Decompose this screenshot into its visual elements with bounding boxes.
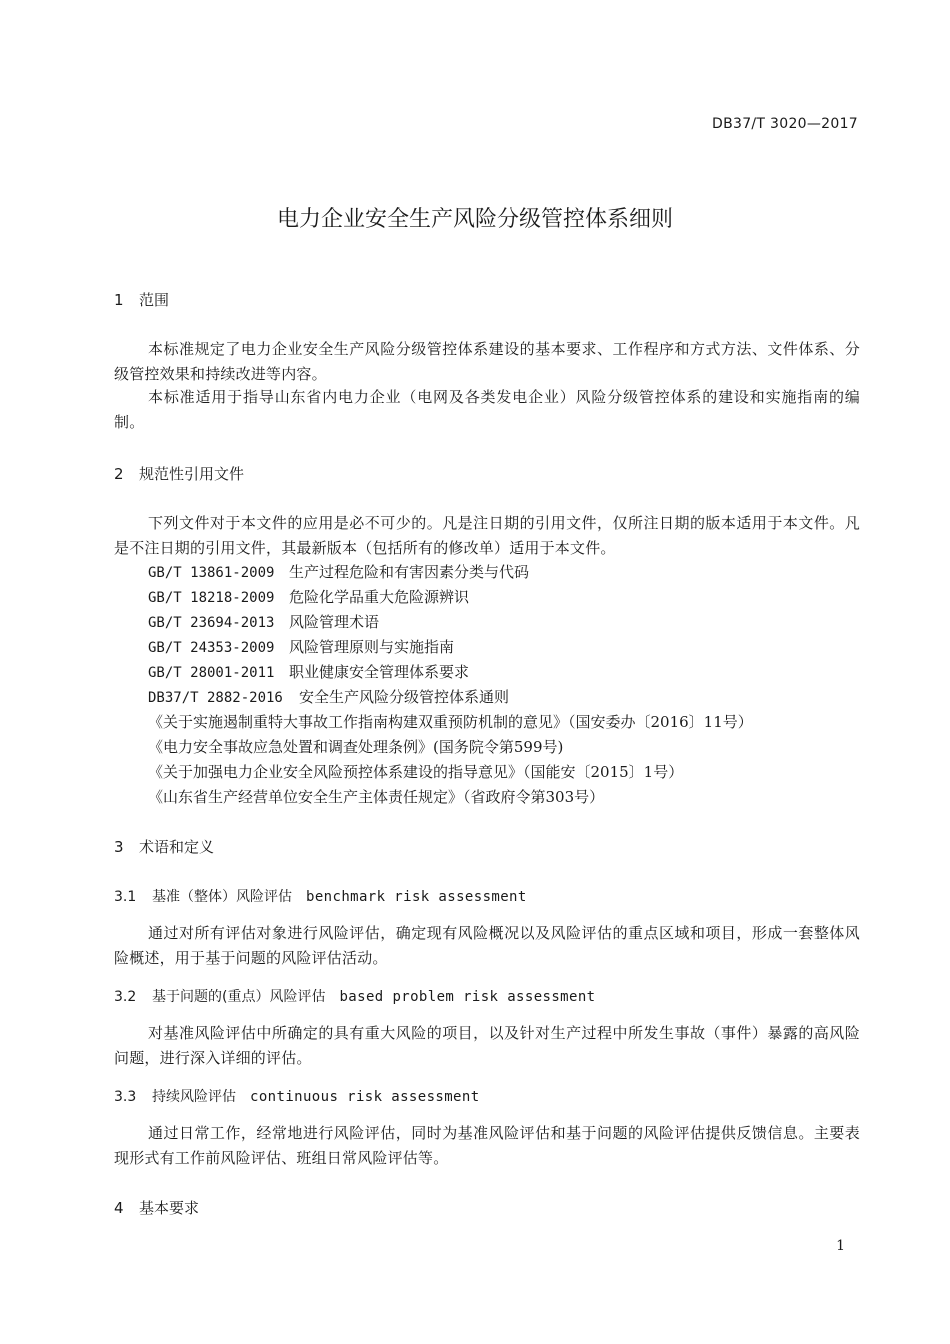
reference-item bbox=[148, 686, 509, 707]
reference-code: GB/T 23694-2013 bbox=[148, 615, 275, 631]
page-number: 1 bbox=[836, 1238, 845, 1254]
term-chinese: 基准（整体）风险评估 bbox=[152, 889, 292, 905]
section-number: 4 bbox=[114, 1199, 124, 1217]
reference-code: GB/T 18218-2009 bbox=[148, 590, 275, 606]
section-number: 1 bbox=[114, 291, 124, 309]
reference-title: 风险管理术语 bbox=[289, 613, 380, 631]
term-chinese: 基于问题的(重点）风险评估 bbox=[152, 989, 326, 1005]
term-number: 3.3 bbox=[114, 1089, 137, 1105]
reference-code: GB/T 13861-2009 bbox=[148, 565, 275, 581]
section-1-heading bbox=[114, 289, 169, 310]
term-heading bbox=[114, 986, 596, 1006]
term-english: based problem risk assessment bbox=[339, 989, 596, 1005]
reference-item bbox=[148, 586, 469, 607]
reference-document: 《关于实施遏制重特大事故工作指南构建双重预防机制的意见》（国安委办〔2016〕11号） bbox=[148, 713, 753, 731]
section-4-heading bbox=[114, 1197, 199, 1218]
reference-item bbox=[148, 661, 469, 682]
section-title: 术语和定义 bbox=[139, 838, 215, 856]
term-chinese: 持续风险评估 bbox=[152, 1089, 236, 1105]
reference-item bbox=[148, 611, 379, 632]
section-title: 范围 bbox=[139, 291, 170, 309]
term-number: 3.1 bbox=[114, 889, 137, 905]
reference-item bbox=[148, 561, 529, 582]
term-definition: 对基准风险评估中所确定的具有重大风险的项目，以及针对生产过程中所发生事故（事件）暴露的高风险问题，进行深入详细的评估。 bbox=[114, 1024, 860, 1067]
section-number: 2 bbox=[114, 465, 124, 483]
reference-document: 《关于加强电力企业安全风险预控体系建设的指导意见》（国能安〔2015〕1号） bbox=[148, 763, 684, 781]
reference-code: GB/T 24353-2009 bbox=[148, 640, 275, 656]
term-heading bbox=[114, 1086, 480, 1106]
reference-item bbox=[148, 636, 454, 657]
reference-code: GB/T 28001-2011 bbox=[148, 665, 275, 681]
reference-title: 风险管理原则与实施指南 bbox=[289, 638, 455, 656]
term-english: continuous risk assessment bbox=[250, 1089, 480, 1105]
section-2-intro: 下列文件对于本文件的应用是必不可少的。凡是注日期的引用文件，仅所注日期的版本适用于本文件。凡是不注日期的引用文件，其最新版本（包括所有的修改单）适用于本文件。 bbox=[114, 514, 860, 557]
reference-document: 《电力安全事故应急处置和调查处理条例》(国务院令第599号) bbox=[148, 738, 564, 756]
section-3-heading bbox=[114, 836, 214, 857]
section-number: 3 bbox=[114, 838, 124, 856]
document-title: 电力企业安全生产风险分级管控体系细则 bbox=[276, 207, 673, 232]
reference-title: 危险化学品重大危险源辨识 bbox=[289, 588, 470, 606]
section-title: 规范性引用文件 bbox=[139, 465, 245, 483]
reference-code: DB37/T 2882-2016 bbox=[148, 690, 283, 706]
reference-title: 生产过程危险和有害因素分类与代码 bbox=[289, 563, 530, 581]
reference-title: 职业健康安全管理体系要求 bbox=[289, 663, 470, 681]
term-definition: 通过日常工作，经常地进行风险评估，同时为基准风险评估和基于问题的风险评估提供反馈信息。主要表现形式有工作前风险评估、班组日常风险评估等。 bbox=[114, 1124, 860, 1167]
section-1-paragraph: 本标准适用于指导山东省内电力企业（电网及各类发电企业）风险分级管控体系的建设和实施指南的编制。 bbox=[114, 388, 860, 431]
term-definition: 通过对所有评估对象进行风险评估，确定现有风险概况以及风险评估的重点区域和项目，形成一套整体风险概述，用于基于问题的风险评估活动。 bbox=[114, 924, 860, 967]
reference-title: 安全生产风险分级管控体系通则 bbox=[299, 688, 510, 706]
section-2-heading bbox=[114, 463, 244, 484]
term-number: 3.2 bbox=[114, 989, 137, 1005]
section-title: 基本要求 bbox=[139, 1199, 200, 1217]
document-code-header: DB37/T 3020—2017 bbox=[712, 116, 858, 132]
term-heading bbox=[114, 886, 527, 906]
section-1-paragraph: 本标准规定了电力企业安全生产风险分级管控体系建设的基本要求、工作程序和方式方法、文件体系、分级管控效果和持续改进等内容。 bbox=[114, 340, 860, 383]
reference-document: 《山东省生产经营单位安全生产主体责任规定》（省政府令第303号） bbox=[148, 788, 605, 806]
term-english: benchmark risk assessment bbox=[306, 889, 527, 905]
